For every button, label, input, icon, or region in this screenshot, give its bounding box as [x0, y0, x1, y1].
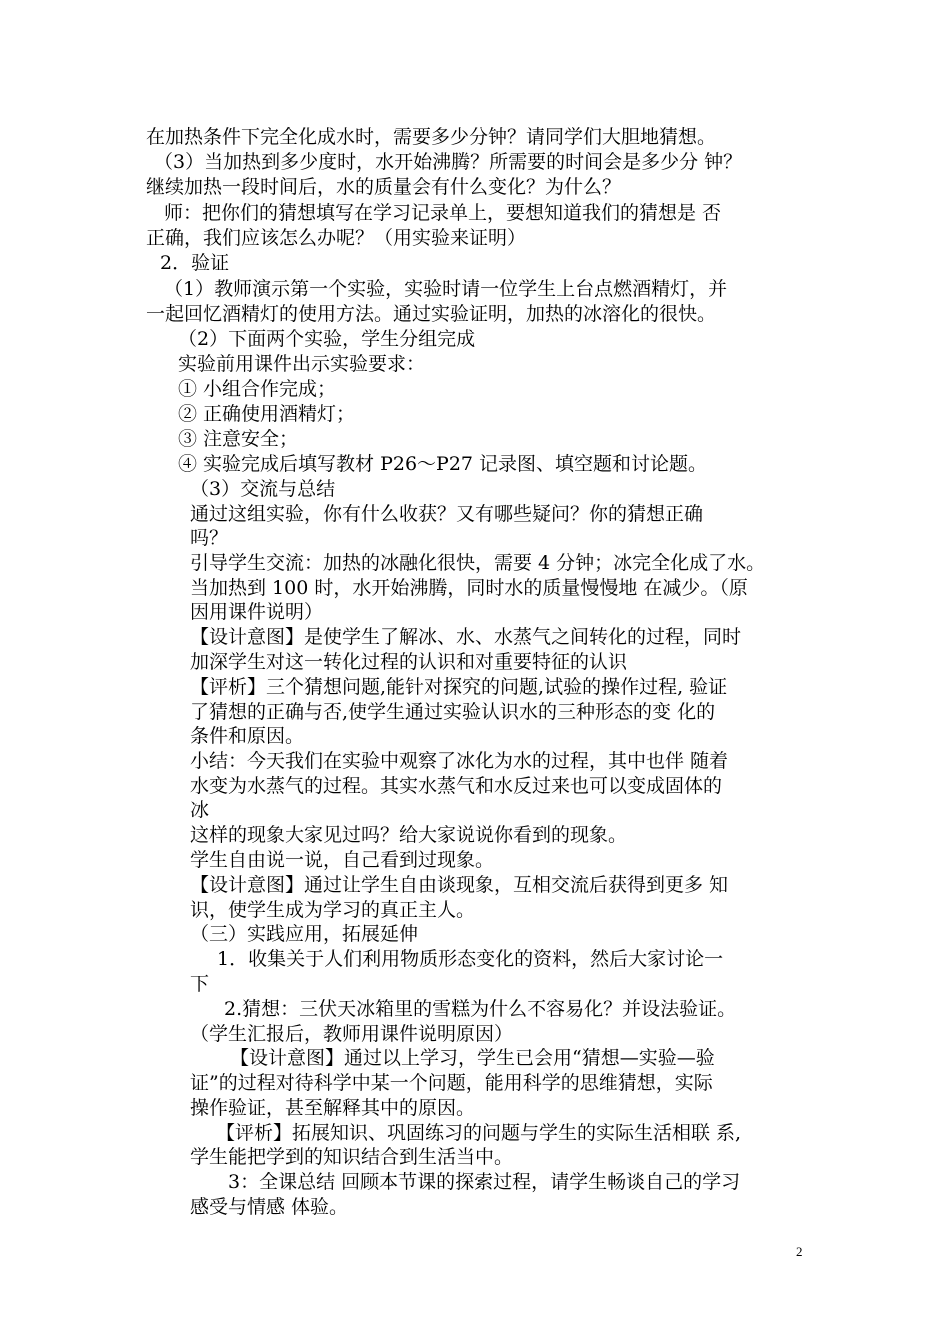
text-line: 正确，我们应该怎么办呢？（用实验来证明） [146, 227, 527, 249]
text-line: 学生能把学到的知识结合到生活当中。 [190, 1146, 514, 1168]
text-line: 了猜想的正确与否,使学生通过实验认识水的三种形态的变 化的 [190, 701, 716, 723]
text-line: 【评析】拓展知识、巩固练习的问题与学生的实际生活相联 系, [216, 1122, 742, 1144]
page-number: 2 [796, 1244, 803, 1259]
list-item: ① 小组合作完成； [178, 378, 337, 400]
text-line: 【设计意图】通过以上学习，学生已会用“猜想—实验—验 [230, 1047, 715, 1069]
text-line: 学生自由说一说，自己看到过现象。 [190, 849, 495, 871]
text-line: 一起回忆酒精灯的使用方法。通过实验证明，加热的冰溶化的很快。 [146, 303, 717, 325]
text-line: （学生汇报后，教师用课件说明原因） [190, 1023, 514, 1045]
text-line: （3）当加热到多少度时，水开始沸腾？所需要的时间会是多少分 钟？ [154, 151, 743, 173]
section-heading: （三）实践应用，拓展延伸 [190, 923, 419, 945]
text-line: 【设计意图】是使学生了解冰、水、水蒸气之间转化的过程，同时 [190, 626, 742, 648]
text-line: 2.猜想：三伏天冰箱里的雪糕为什么不容易化？并设法验证。 [224, 998, 737, 1020]
text-line: 【评析】三个猜想问题,能针对探究的问题,试验的操作过程, 验证 [190, 676, 728, 698]
text-line: 在加热条件下完全化成水时，需要多少分钟？请同学们大胆地猜想。 [146, 126, 717, 148]
text-line: 证”的过程对待科学中某一个问题，能用科学的思维猜想，实际 [190, 1072, 713, 1094]
text-line: 小结：今天我们在实验中观察了冰化为水的过程，其中也伴 随着 [190, 750, 729, 772]
text-line: 加深学生对这一转化过程的认识和对重要特征的认识 [190, 651, 628, 673]
text-line: 冰 [190, 799, 210, 821]
text-line: 当加热到 100 时，水开始沸腾，同时水的质量慢慢地 在减少。（原 [190, 577, 748, 599]
text-line: 下 [190, 973, 210, 995]
list-item: ② 正确使用酒精灯； [178, 403, 356, 425]
text-line: 吗？ [190, 527, 229, 549]
text-line: 条件和原因。 [190, 725, 305, 747]
list-item: ③ 注意安全； [178, 428, 299, 450]
text-line: 实验前用课件出示实验要求： [178, 353, 426, 375]
text-line: （2）下面两个实验，学生分组完成 [178, 328, 476, 350]
text-line: （1）教师演示第一个实验，实验时请一位学生上台点燃酒精灯，并 [164, 278, 728, 300]
text-line: 识，使学生成为学习的真正主人。 [190, 899, 476, 921]
list-item: ④ 实验完成后填写教材 P26～P27 记录图、填空题和讨论题。 [178, 453, 708, 475]
text-line: 感受与情感 体验。 [190, 1196, 349, 1218]
section-heading: 2．验证 [160, 252, 230, 274]
text-line: 3：全课总结 回顾本节课的探索过程，请学生畅谈自己的学习 [228, 1171, 741, 1193]
text-line: 水变为水蒸气的过程。其实水蒸气和水反过来也可以变成固体的 [190, 775, 723, 797]
text-line: 继续加热一段时间后，水的质量会有什么变化？为什么？ [146, 176, 622, 198]
text-line: 1．收集关于人们利用物质形态变化的资料，然后大家讨论一 [217, 948, 724, 970]
text-line: 操作验证，甚至解释其中的原因。 [190, 1097, 476, 1119]
text-line: 这样的现象大家见过吗？给大家说说你看到的现象。 [190, 824, 628, 846]
text-line: 通过这组实验，你有什么收获？又有哪些疑问？你的猜想正确 [190, 503, 704, 525]
text-line: 因用课件说明） [190, 601, 324, 623]
text-line: 师：把你们的猜想填写在学习记录单上，要想知道我们的猜想是 否 [164, 202, 722, 224]
text-line: （3）交流与总结 [190, 478, 336, 500]
text-line: 引导学生交流：加热的冰融化很快，需要 4 分钟；冰完全化成了水。 [190, 552, 766, 574]
text-line: 【设计意图】通过让学生自由谈现象，互相交流后获得到更多 知 [190, 874, 729, 896]
